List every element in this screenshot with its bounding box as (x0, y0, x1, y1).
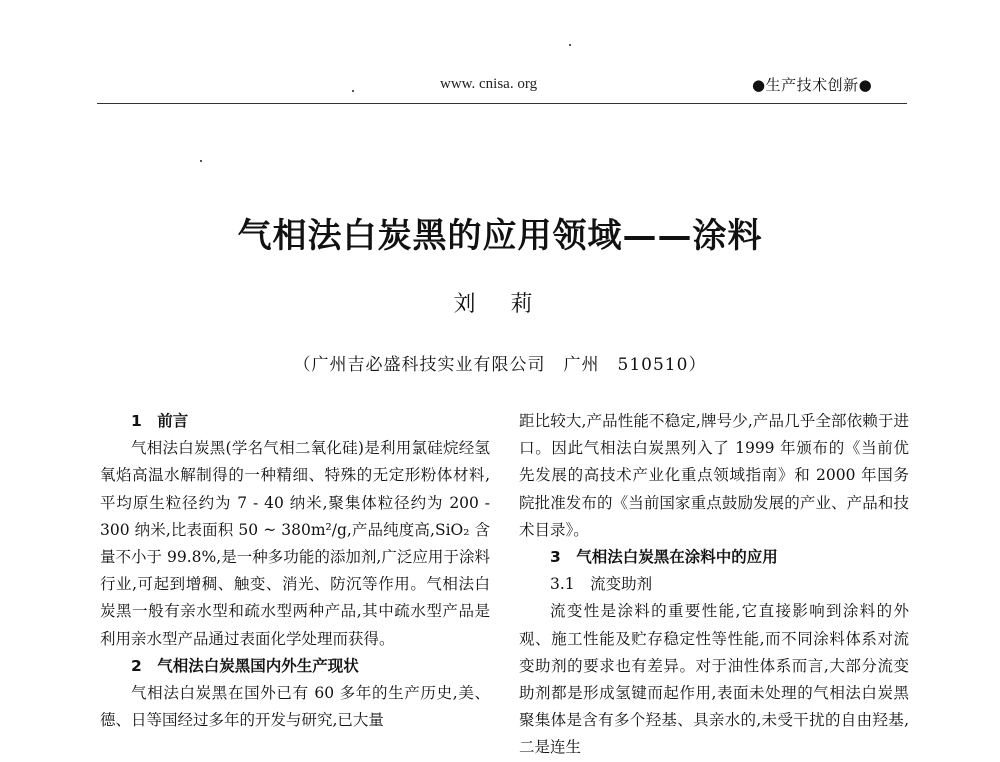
paragraph-intro: 气相法白炭黑(学名气相二氧化硅)是利用氯硅烷经氢氧焰高温水解制得的一种精细、特殊的无定形粉体材料,平均原生粒径约为 7 - 40 纳米,聚集体粒径约为 200 - 300 纳米,比表面积 50 ~ 380m²/g,产品纯度高,SiO₂ 含量不小于 99.8%,是一种多功能的添加剂,广泛应用于涂料行业,可起到增稠、触变、消光、防沉等作用。气相法白炭黑一般有亲水型和疏水型两种产品,其中疏水型产品是利用亲水型产品通过表面化学处理而获得。 (100, 439, 490, 648)
header-divider (97, 103, 907, 104)
header-section-label: ●生产技术创新● (752, 76, 873, 94)
article-author: 刘 莉 (453, 292, 547, 317)
section-heading-intro: 1 前言 (131, 412, 189, 430)
scan-speck (200, 160, 202, 162)
paragraph-production: 气相法白炭黑在国外已有 60 多年的生产历史,美、德、日等国经过多年的开发与研究,已大量 (100, 684, 490, 730)
article-title: 气相法白炭黑的应用领域——涂料 (237, 216, 763, 256)
paragraph-rheology: 流变性是涂料的重要性能,它直接影响到涂料的外观、施工性能及贮存稳定性等性能,而不同涂料体系对流变助剂的要求也有差异。对于油性体系而言,大部分流变助剂都是形成氢键而起作用,表面未处理的气相法白炭黑聚集体是含有多个羟基、具亲水的,未受干扰的自由羟基,二是连生 (519, 602, 909, 757)
right-column (519, 408, 909, 762)
paragraph-continued: 距比较大,产品性能不稳定,牌号少,产品几乎全部依赖于进口。因此气相法白炭黑列入了 1999 年颁布的《当前优先发展的高技术产业化重点领域指南》和 2000 年国务院批准发布的《当前国家重点鼓励发展的产业、产品和技术目录》。 (519, 412, 909, 539)
section-heading-applications: 3 气相法白炭黑在涂料中的应用 (550, 548, 778, 567)
header-url: www. cnisa. org (440, 76, 538, 92)
author-affiliation: （广州吉必盛科技实业有限公司 广州 510510） (293, 355, 707, 375)
subsection-heading-rheology: 3.1 流变助剂 (550, 575, 653, 594)
section-heading-production: 2 气相法白炭黑国内外生产现状 (131, 656, 359, 675)
scan-speck (352, 90, 354, 92)
left-column (100, 408, 490, 734)
scan-speck (569, 44, 571, 46)
